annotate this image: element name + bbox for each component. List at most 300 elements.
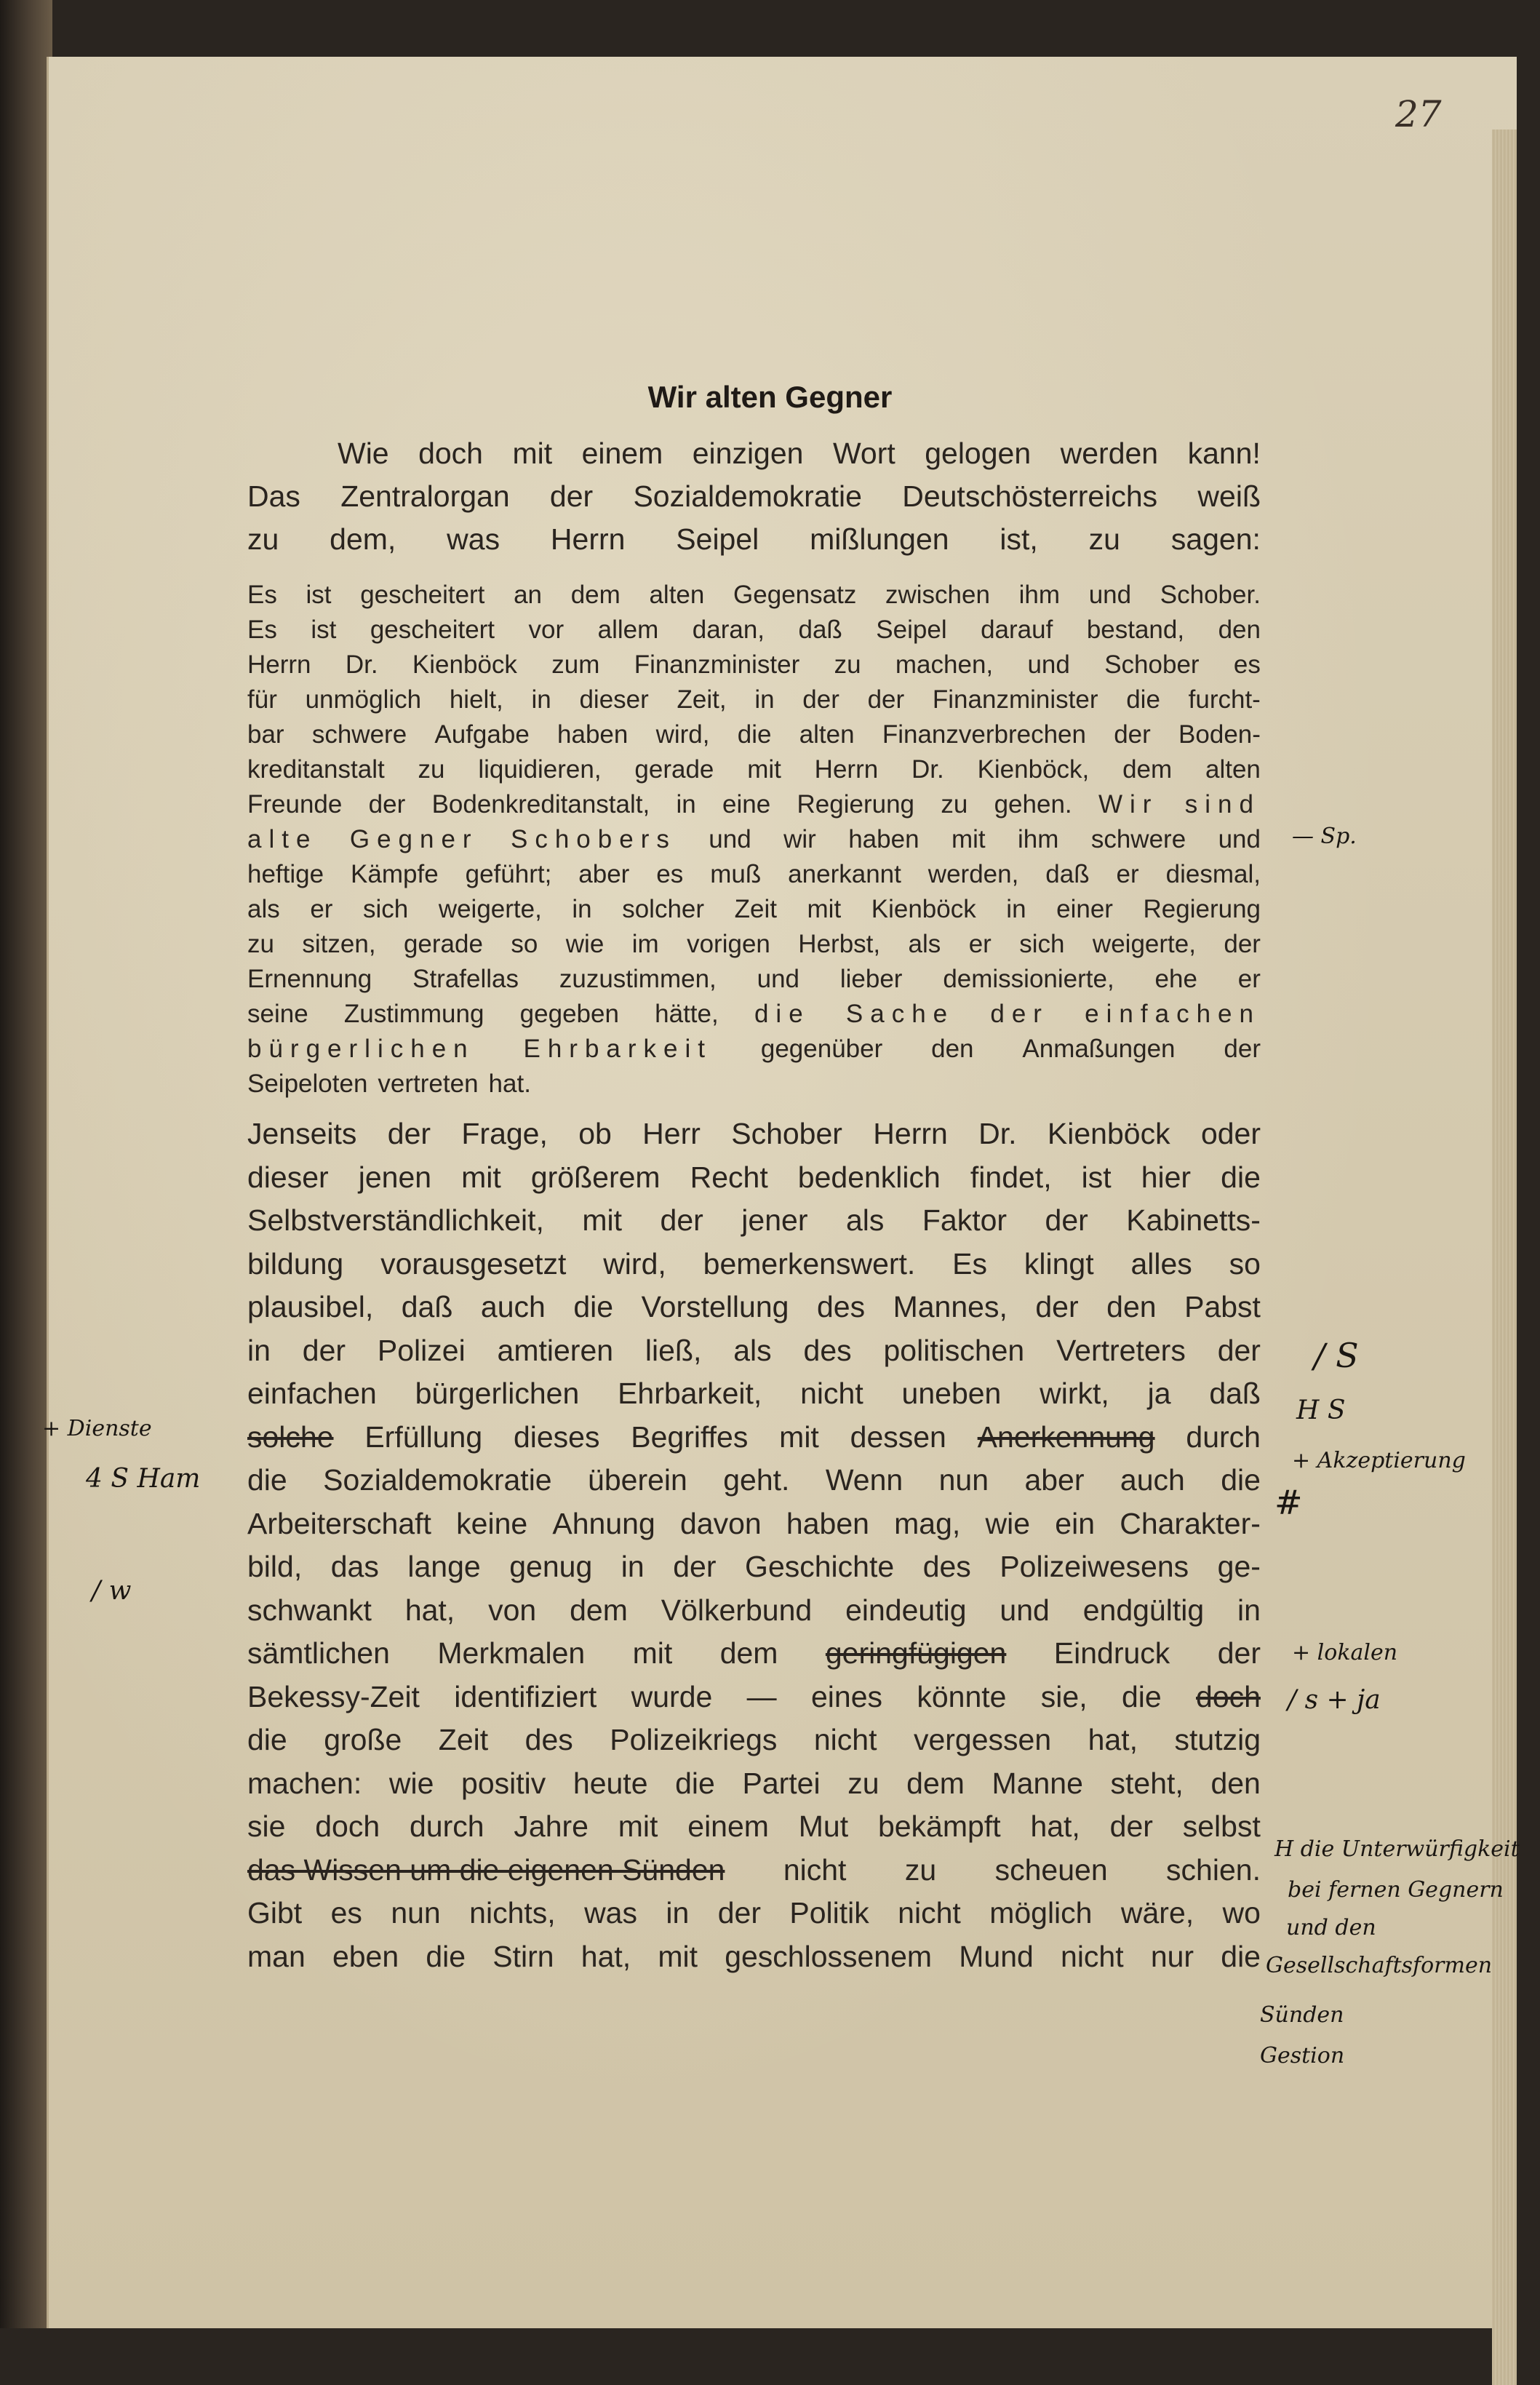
text-line bbox=[247, 1896, 1261, 1930]
word: zu bbox=[418, 755, 445, 784]
word: daß bbox=[798, 616, 842, 644]
word: einem bbox=[581, 437, 663, 470]
word: unmöglich bbox=[305, 685, 422, 714]
word: Begriffes bbox=[631, 1420, 749, 1454]
text-line bbox=[247, 581, 1261, 610]
word: hielt, bbox=[449, 685, 503, 714]
word: lieber bbox=[839, 965, 903, 993]
word: daß bbox=[401, 1290, 453, 1323]
word: Politik bbox=[789, 1896, 869, 1930]
text-line bbox=[247, 1203, 1261, 1238]
word: bedenklich bbox=[797, 1160, 941, 1194]
word: werden bbox=[1060, 437, 1159, 470]
word: sämtlichen bbox=[247, 1636, 390, 1670]
word: nicht bbox=[800, 1377, 863, 1410]
word: Finanzminister bbox=[932, 685, 1098, 714]
word: Es bbox=[247, 616, 277, 644]
word: dieser bbox=[579, 685, 649, 714]
word: dem, bbox=[330, 522, 396, 556]
margin-note-right: / s + ja bbox=[1288, 1685, 1381, 1715]
word: eines bbox=[810, 1679, 882, 1713]
text-line bbox=[247, 1593, 1261, 1628]
word: Sache bbox=[845, 1000, 955, 1028]
word: der bbox=[1224, 1035, 1261, 1063]
word: mit bbox=[618, 1809, 658, 1843]
word: lange bbox=[407, 1550, 481, 1583]
word: wäre, bbox=[1120, 1896, 1194, 1930]
word: einem bbox=[687, 1809, 769, 1843]
word: die bbox=[247, 1463, 287, 1497]
margin-note-left: 4 S Ham bbox=[86, 1464, 201, 1494]
word: Selbstverständlichkeit, bbox=[247, 1203, 544, 1237]
word: haben bbox=[848, 825, 919, 853]
word: der bbox=[802, 685, 839, 714]
word: machen: bbox=[247, 1766, 362, 1800]
word: heute bbox=[572, 1766, 648, 1800]
word: ist bbox=[306, 581, 332, 609]
word: Schobers bbox=[511, 825, 677, 853]
word: in bbox=[247, 1333, 271, 1367]
word: der bbox=[1109, 1809, 1153, 1843]
word: nicht bbox=[813, 1723, 877, 1756]
word: die bbox=[247, 1723, 287, 1756]
word: solche bbox=[247, 1420, 334, 1454]
word: wurde bbox=[631, 1679, 713, 1713]
word: nun bbox=[938, 1463, 989, 1497]
word: mit bbox=[512, 437, 553, 470]
text-line bbox=[247, 1247, 1261, 1281]
word: er bbox=[968, 930, 992, 958]
word: alten bbox=[649, 581, 705, 609]
text-line bbox=[247, 860, 1261, 889]
word: Mannes, bbox=[893, 1290, 1008, 1323]
text-line bbox=[247, 1723, 1261, 1757]
word: — bbox=[746, 1679, 777, 1713]
word: wir bbox=[783, 825, 816, 853]
word: jenen bbox=[358, 1160, 432, 1194]
word: der bbox=[368, 790, 406, 819]
word: des bbox=[922, 1550, 971, 1583]
word: ein bbox=[1055, 1506, 1095, 1540]
text-line bbox=[247, 895, 1261, 924]
margin-note-right: H S bbox=[1296, 1395, 1346, 1425]
text-line bbox=[247, 522, 1261, 557]
word: werden, bbox=[927, 860, 1019, 888]
word: dem bbox=[570, 1593, 628, 1627]
word: mit bbox=[747, 755, 781, 784]
word: so bbox=[1229, 1246, 1261, 1281]
word: scheuen bbox=[994, 1852, 1108, 1887]
word: gescheitert bbox=[360, 581, 485, 609]
word: schwere bbox=[311, 720, 407, 749]
word: Geschichte bbox=[745, 1550, 895, 1583]
word: zu bbox=[941, 790, 968, 819]
word: dem bbox=[570, 581, 621, 609]
word: Polizeikriegs bbox=[610, 1723, 778, 1756]
word: gegenüber bbox=[760, 1035, 883, 1063]
word: den bbox=[1106, 1290, 1157, 1323]
word: Regierung bbox=[797, 790, 915, 819]
word: Herrn bbox=[873, 1117, 948, 1150]
word: es bbox=[656, 860, 684, 888]
word: nur bbox=[1150, 1939, 1194, 1973]
word: keine bbox=[456, 1506, 528, 1540]
word: so bbox=[511, 930, 538, 958]
word: der bbox=[990, 1000, 1049, 1028]
word: Kienböck bbox=[871, 895, 976, 923]
text-line bbox=[247, 825, 1261, 854]
word: muß bbox=[710, 860, 762, 888]
word: an bbox=[514, 581, 543, 609]
text-line bbox=[247, 930, 1261, 959]
text-line bbox=[247, 1463, 1261, 1497]
word: und bbox=[1027, 650, 1070, 679]
word: könnte bbox=[917, 1679, 1007, 1713]
word: der bbox=[717, 1896, 761, 1930]
word: gegeben bbox=[519, 1000, 619, 1028]
word: Finanzminister bbox=[634, 650, 800, 679]
word: bürgerlichen bbox=[247, 1035, 475, 1063]
word: die bbox=[1126, 685, 1160, 714]
word: Strafellas bbox=[412, 965, 519, 993]
word: ist bbox=[1081, 1160, 1112, 1194]
word: Kienböck, bbox=[977, 755, 1090, 784]
word: Ernennung bbox=[247, 965, 372, 993]
word: geht. bbox=[723, 1463, 790, 1497]
word: zu bbox=[247, 930, 274, 958]
word: dessen bbox=[850, 1420, 946, 1454]
margin-note-right: Sünden bbox=[1260, 2002, 1344, 2028]
word: Anmaßungen bbox=[1022, 1035, 1176, 1063]
word: ehe bbox=[1154, 965, 1197, 993]
text-line bbox=[247, 479, 1261, 514]
margin-note-left: / w bbox=[92, 1576, 132, 1606]
word: zu bbox=[1088, 522, 1120, 556]
word: vorigen bbox=[687, 930, 770, 958]
word: furcht- bbox=[1188, 685, 1261, 714]
word: der bbox=[660, 1203, 703, 1237]
word: zwischen bbox=[885, 581, 990, 609]
word: schwere bbox=[1090, 825, 1186, 853]
word: Vorstellung bbox=[641, 1290, 789, 1323]
word: die bbox=[737, 720, 772, 749]
word: Merkmalen bbox=[437, 1636, 586, 1670]
word: bar bbox=[247, 720, 284, 749]
word: der bbox=[549, 479, 594, 513]
word: Zustimmung bbox=[343, 1000, 484, 1028]
word: steht, bbox=[1110, 1766, 1184, 1800]
word: auch bbox=[480, 1290, 546, 1323]
word: Dr. bbox=[345, 650, 378, 679]
word: ihm bbox=[1018, 825, 1059, 853]
page-number: 27 bbox=[1395, 93, 1442, 135]
word: Wort bbox=[832, 437, 895, 470]
word: Mund bbox=[959, 1939, 1034, 1973]
word: Schober. bbox=[1160, 581, 1261, 609]
word: für bbox=[247, 685, 277, 714]
word: wie bbox=[565, 930, 605, 958]
word: der bbox=[1035, 1290, 1079, 1323]
word: den bbox=[1218, 616, 1261, 644]
word: man bbox=[247, 1939, 306, 1973]
word: nicht bbox=[783, 1852, 847, 1887]
word: des bbox=[803, 1333, 852, 1367]
word: er bbox=[1237, 965, 1261, 993]
word: der bbox=[673, 1550, 717, 1583]
word: Kienböck bbox=[1047, 1117, 1170, 1150]
word: hat, bbox=[404, 1593, 455, 1627]
word: daß bbox=[1045, 860, 1090, 888]
word: doch bbox=[418, 437, 483, 470]
word: selbst bbox=[1182, 1809, 1261, 1843]
word: was bbox=[584, 1896, 637, 1930]
word: Stirn bbox=[492, 1939, 554, 1973]
word: heftige bbox=[247, 860, 324, 888]
word: schwankt bbox=[247, 1593, 372, 1627]
text-line bbox=[247, 1940, 1261, 1974]
word: dem bbox=[1122, 755, 1173, 784]
word: der bbox=[387, 1117, 431, 1150]
text-line bbox=[247, 1507, 1261, 1541]
word: Schober bbox=[731, 1117, 842, 1150]
word: vor bbox=[528, 616, 564, 644]
word: auch bbox=[1120, 1463, 1185, 1497]
word: was bbox=[447, 522, 500, 556]
word: ist, bbox=[1000, 522, 1038, 556]
word: wird, bbox=[655, 720, 710, 749]
word: kreditanstalt bbox=[247, 755, 385, 784]
word: findet, bbox=[970, 1160, 1052, 1194]
word: Charakter- bbox=[1120, 1506, 1261, 1540]
word: Seipeloten bbox=[247, 1070, 368, 1098]
word: durch bbox=[1186, 1420, 1261, 1454]
word: alten bbox=[1205, 755, 1261, 784]
word: das bbox=[330, 1550, 379, 1583]
word: die bbox=[426, 1939, 466, 1973]
word: hat. bbox=[488, 1070, 531, 1098]
word: als bbox=[908, 930, 941, 958]
word: und bbox=[1088, 581, 1132, 609]
word: Das bbox=[247, 479, 300, 513]
word: alles bbox=[1130, 1246, 1192, 1281]
word: ja bbox=[1147, 1377, 1171, 1410]
word: amtieren bbox=[497, 1333, 614, 1367]
word: mit bbox=[582, 1203, 623, 1237]
word: nicht bbox=[898, 1896, 961, 1930]
margin-note-right: + lokalen bbox=[1292, 1640, 1398, 1665]
margin-note-right: + Akzeptierung bbox=[1292, 1448, 1466, 1473]
margin-note-right: — Sp. bbox=[1292, 824, 1357, 849]
word: Arbeiterschaft bbox=[247, 1506, 431, 1540]
word: sind bbox=[1184, 790, 1261, 819]
margin-note-right: / S bbox=[1314, 1336, 1359, 1375]
word: einer bbox=[1056, 895, 1113, 923]
word: hätte, bbox=[655, 1000, 719, 1028]
margin-note-right: Gestion bbox=[1260, 2043, 1345, 2069]
word: als bbox=[733, 1333, 772, 1367]
word: Herrn bbox=[550, 522, 626, 556]
word: politischen bbox=[883, 1333, 1025, 1367]
text-line bbox=[247, 650, 1261, 680]
word: die bbox=[1221, 1939, 1261, 1973]
word: Partei bbox=[742, 1766, 821, 1800]
word: hat, bbox=[1088, 1723, 1138, 1756]
word: weiß bbox=[1197, 479, 1261, 513]
word: Völkerbund bbox=[661, 1593, 813, 1627]
text-line bbox=[247, 1070, 1261, 1099]
word: plausibel, bbox=[247, 1290, 374, 1323]
word: bild, bbox=[247, 1550, 303, 1583]
word: doch bbox=[1196, 1679, 1261, 1713]
word: durch bbox=[410, 1809, 484, 1843]
word: daß bbox=[1209, 1377, 1261, 1410]
margin-note-right: Gesellschaftsformen bbox=[1266, 1953, 1493, 1978]
word: sie, bbox=[1040, 1679, 1088, 1713]
word: davon bbox=[679, 1506, 762, 1540]
word: zuzustimmen, bbox=[559, 965, 717, 993]
word: nicht bbox=[1061, 1939, 1124, 1973]
word: identifiziert bbox=[454, 1679, 597, 1713]
word: Seipel bbox=[876, 616, 947, 644]
word: die bbox=[1221, 1463, 1261, 1497]
word: es bbox=[330, 1896, 362, 1930]
word: gerade bbox=[634, 755, 714, 784]
word: große bbox=[324, 1723, 402, 1756]
text-line bbox=[338, 437, 1261, 471]
word: in bbox=[531, 685, 551, 714]
word: bemerkenswert. bbox=[703, 1246, 916, 1281]
word: zu bbox=[834, 650, 861, 679]
word: Polizeiwesens bbox=[1000, 1550, 1189, 1583]
word: wirkt, bbox=[1040, 1377, 1109, 1410]
word: Gegner bbox=[349, 825, 479, 853]
word: Herbst, bbox=[798, 930, 881, 958]
text-line bbox=[247, 1117, 1261, 1151]
word: Zeit bbox=[438, 1723, 489, 1756]
word: Gegensatz bbox=[733, 581, 857, 609]
word: ob bbox=[578, 1117, 612, 1150]
word: Deutschösterreichs bbox=[902, 479, 1158, 513]
word: Faktor bbox=[922, 1203, 1008, 1237]
word: die bbox=[573, 1290, 614, 1323]
text-line bbox=[247, 1160, 1261, 1195]
word: wo bbox=[1222, 1896, 1261, 1930]
word: allem bbox=[597, 616, 659, 644]
word: die bbox=[1221, 1160, 1261, 1194]
word: gehen. bbox=[994, 790, 1072, 819]
word: Ehrbarkeit bbox=[523, 1035, 713, 1063]
word: wie bbox=[388, 1766, 434, 1800]
text-line bbox=[247, 685, 1261, 714]
word: Anerkennung bbox=[977, 1420, 1155, 1454]
word: Ehrbarkeit, bbox=[618, 1377, 762, 1410]
word: Wir bbox=[1098, 790, 1159, 819]
word: größerem bbox=[530, 1160, 661, 1194]
word: dieser bbox=[247, 1160, 329, 1194]
text-line bbox=[247, 1290, 1261, 1324]
word: Bekessy-Zeit bbox=[247, 1679, 420, 1713]
word: in bbox=[1237, 1593, 1261, 1627]
word: doch bbox=[315, 1809, 380, 1843]
word: Erfüllung bbox=[364, 1420, 483, 1454]
word: als bbox=[845, 1203, 885, 1237]
word: Zeit, bbox=[677, 685, 727, 714]
word: der bbox=[1217, 1636, 1261, 1670]
word: Manne bbox=[992, 1766, 1083, 1800]
text-line bbox=[247, 1809, 1261, 1844]
word: jener bbox=[741, 1203, 808, 1237]
word: Kabinetts- bbox=[1126, 1203, 1261, 1237]
text-line bbox=[247, 1767, 1261, 1801]
word: liquidieren, bbox=[478, 755, 602, 784]
word: genug bbox=[509, 1550, 593, 1583]
word: die bbox=[675, 1766, 715, 1800]
text-line bbox=[247, 616, 1261, 645]
word: Wenn bbox=[825, 1463, 903, 1497]
word: mit bbox=[807, 895, 842, 923]
word: machen, bbox=[895, 650, 994, 679]
word: und bbox=[757, 965, 800, 993]
word: eben bbox=[332, 1939, 399, 1973]
word: des bbox=[524, 1723, 573, 1756]
word: in bbox=[666, 1896, 690, 1930]
word: und bbox=[709, 825, 751, 853]
text-line bbox=[247, 1000, 1261, 1029]
word: einfachen bbox=[247, 1377, 377, 1410]
word: sie bbox=[247, 1809, 286, 1843]
word: und bbox=[1218, 825, 1261, 853]
word: ihm bbox=[1018, 581, 1061, 609]
word: zu bbox=[904, 1852, 937, 1887]
word: in bbox=[676, 790, 696, 819]
text-line bbox=[247, 1636, 1261, 1671]
word: es bbox=[1233, 650, 1261, 679]
text-line bbox=[247, 1334, 1261, 1368]
word: der bbox=[1045, 1203, 1088, 1237]
word: Mut bbox=[798, 1809, 849, 1843]
word: Freunde bbox=[247, 790, 343, 819]
word: solcher bbox=[622, 895, 705, 923]
word: von bbox=[488, 1593, 537, 1627]
word: wie bbox=[985, 1506, 1031, 1540]
word: Wie bbox=[338, 437, 389, 470]
word: zu bbox=[247, 522, 279, 556]
word: möglich bbox=[989, 1896, 1093, 1930]
page-edges bbox=[1492, 130, 1517, 2385]
word: diesmal, bbox=[1165, 860, 1261, 888]
word: Bodenkreditanstalt, bbox=[431, 790, 650, 819]
word: Zentralorgan bbox=[340, 479, 510, 513]
word: Gibt bbox=[247, 1896, 303, 1930]
word: mag, bbox=[894, 1506, 961, 1540]
text-line bbox=[247, 1035, 1261, 1064]
word: nun bbox=[391, 1896, 441, 1930]
word: schien. bbox=[1166, 1852, 1261, 1887]
word: der bbox=[1114, 720, 1151, 749]
word: Boden- bbox=[1178, 720, 1261, 749]
word: anerkannt bbox=[788, 860, 901, 888]
word: Ahnung bbox=[552, 1506, 655, 1540]
word: Sozialdemokratie bbox=[633, 479, 862, 513]
word: in bbox=[621, 1550, 645, 1583]
word: geschlossenem bbox=[725, 1939, 933, 1973]
word: hat, bbox=[581, 1939, 631, 1973]
word: haben bbox=[786, 1506, 869, 1540]
word: weigerte, bbox=[438, 895, 542, 923]
word: Es bbox=[247, 581, 277, 609]
text-line bbox=[247, 1420, 1261, 1454]
word: das Wissen um die eigenen Sünden bbox=[247, 1852, 725, 1887]
